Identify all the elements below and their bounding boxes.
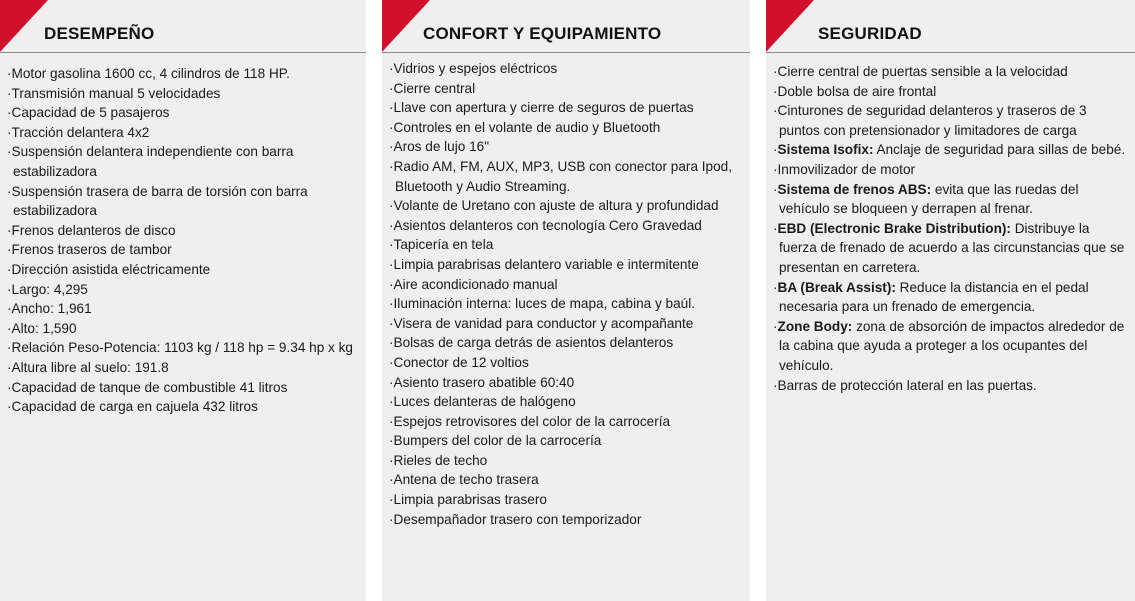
- bullet-dot: ·: [389, 80, 394, 96]
- bullet-dot: ·: [389, 472, 394, 488]
- title-divider: [382, 52, 750, 53]
- spec-item: [7, 338, 362, 358]
- bullet-dot: ·: [7, 66, 12, 81]
- spec-item: [389, 353, 746, 373]
- spec-item-text: Espejos retrovisores del color de la carrocería: [393, 413, 671, 429]
- bullet-dot: ·: [773, 220, 778, 236]
- spec-item-text: Tracción delantera 4x2: [11, 124, 150, 140]
- bullet-dot: ·: [389, 433, 394, 449]
- bullet-dot: ·: [7, 379, 12, 395]
- spec-item: [389, 373, 746, 393]
- bullet-dot: ·: [389, 158, 394, 174]
- spec-item: [7, 319, 362, 339]
- spec-item: [389, 255, 746, 275]
- spec-item: [389, 137, 746, 157]
- bullet-dot: ·: [773, 64, 778, 79]
- bullet-dot: ·: [389, 511, 394, 527]
- spec-item-text: Distribuye la fuerza de frenado de acuerdo a las circunstancias que se presentan en carretera.: [779, 220, 1125, 275]
- spec-item: [389, 314, 746, 334]
- bullet-dot: ·: [389, 139, 394, 155]
- spec-item: [389, 275, 746, 295]
- spec-item-label: Zone Body:: [777, 318, 853, 334]
- spec-item: [389, 294, 746, 314]
- title-divider: [766, 52, 1135, 53]
- spec-item: [389, 59, 746, 79]
- bullet-dot: ·: [389, 119, 394, 135]
- spec-item-text: Suspensión delantera independiente con barra estabilizadora: [11, 144, 294, 179]
- bullet-dot: ·: [389, 492, 394, 508]
- spec-list-desempeno: [7, 64, 362, 417]
- spec-item: [773, 376, 1131, 396]
- spec-item: [389, 216, 746, 236]
- bullet-dot: ·: [7, 105, 12, 121]
- spec-item: [7, 123, 362, 143]
- spec-item-text: Visera de vanidad para conductor y acompañante: [393, 315, 694, 331]
- bullet-dot: ·: [389, 237, 394, 253]
- spec-item: [389, 79, 746, 99]
- bullet-dot: ·: [773, 377, 778, 393]
- panel-seguridad: [766, 0, 1135, 601]
- title-divider: [0, 52, 366, 53]
- spec-item: [7, 84, 362, 104]
- spec-item-text: Aros de lujo 16": [393, 139, 490, 155]
- spec-item-text: Tapicería en tela: [393, 237, 494, 253]
- spec-item-text: Rieles de techo: [393, 452, 488, 468]
- spec-item-text: Anclaje de seguridad para sillas de bebé.: [873, 142, 1126, 158]
- spec-item-text: Frenos traseros de tambor: [11, 242, 172, 258]
- spec-item-text: Desempañador trasero con temporizador: [393, 511, 642, 527]
- spec-item: [389, 431, 746, 451]
- spec-item: [389, 118, 746, 138]
- spec-item-label: BA (Break Assist):: [777, 279, 896, 295]
- spec-item: [7, 103, 362, 123]
- bullet-dot: ·: [389, 276, 394, 292]
- bullet-dot: ·: [773, 318, 778, 334]
- spec-list-confort: [389, 59, 746, 529]
- panel-confort: [382, 0, 750, 601]
- spec-item-text: evita que las ruedas del vehículo se bloqueen y derrapen al frenar.: [779, 181, 1079, 217]
- spec-item-text: Capacidad de carga en cajuela 432 litros: [11, 399, 258, 415]
- spec-item: [773, 101, 1131, 140]
- spec-item: [7, 142, 362, 181]
- spec-item: [7, 64, 362, 84]
- spec-item-text: Relación Peso-Potencia: 1103 kg / 118 hp = 9.34 hp x kg: [11, 340, 353, 356]
- bullet-dot: ·: [7, 222, 12, 238]
- spec-item: [389, 392, 746, 412]
- spec-item-text: Conector de 12 voltios: [393, 354, 529, 370]
- bullet-dot: ·: [389, 335, 394, 351]
- bullet-dot: ·: [389, 100, 394, 116]
- red-corner-accent: [766, 0, 814, 52]
- bullet-dot: ·: [7, 320, 12, 336]
- spec-item: [773, 219, 1131, 278]
- spec-list-seguridad: [773, 62, 1131, 395]
- spec-item-text: Asientos delanteros con tecnología Cero Gravedad: [393, 217, 702, 233]
- spec-item-text: Transmisión manual 5 velocidades: [11, 85, 221, 101]
- spec-item-text: Bumpers del color de la carrocería: [393, 433, 602, 449]
- bullet-dot: ·: [389, 394, 394, 410]
- spec-item: [389, 196, 746, 216]
- spec-item-text: Radio AM, FM, AUX, MP3, USB con conector para Ipod, Bluetooth y Audio Streaming.: [393, 158, 733, 194]
- spec-item-text: Aire acondicionado manual: [393, 276, 558, 292]
- spec-item-text: Controles en el volante de audio y Bluetooth: [393, 119, 661, 135]
- bullet-dot: ·: [389, 198, 394, 214]
- spec-item-text: Suspensión trasera de barra de torsión con barra estabilizadora: [11, 183, 308, 219]
- spec-item-text: Bolsas de carga detrás de asientos delanteros: [393, 335, 674, 351]
- spec-item: [7, 240, 362, 260]
- spec-item: [389, 490, 746, 510]
- bullet-dot: ·: [7, 281, 12, 297]
- spec-item: [389, 510, 746, 530]
- spec-item-text: Capacidad de 5 pasajeros: [11, 105, 170, 121]
- spec-item-text: Llave con apertura y cierre de seguros de puertas: [393, 100, 694, 116]
- spec-item: [773, 140, 1131, 160]
- bullet-dot: ·: [773, 83, 778, 99]
- bullet-dot: ·: [7, 301, 12, 317]
- bullet-dot: ·: [773, 181, 778, 197]
- spec-item-text: Limpia parabrisas delantero variable e intermitente: [393, 256, 699, 272]
- bullet-dot: ·: [7, 359, 12, 375]
- spec-item-text: Altura libre al suelo: 191.8: [11, 359, 169, 375]
- bullet-dot: ·: [389, 296, 394, 312]
- section-title-desempeno: DESEMPEÑO: [44, 24, 155, 43]
- spec-item: [773, 278, 1131, 317]
- spec-item-text: Motor gasolina 1600 cc, 4 cilindros de 118 HP.: [11, 66, 290, 81]
- spec-item: [773, 180, 1131, 219]
- spec-item-text: Ancho: 1,961: [11, 301, 92, 317]
- spec-item: [389, 470, 746, 490]
- spec-item-text: Barras de protección lateral en las puertas.: [777, 377, 1037, 393]
- spec-item: [7, 358, 362, 378]
- spec-item: [7, 397, 362, 417]
- bullet-dot: ·: [773, 142, 778, 158]
- spec-item-label: Sistema Isofix:: [777, 142, 874, 158]
- red-corner-accent: [0, 0, 48, 52]
- spec-item: [7, 182, 362, 221]
- spec-item-label: Sistema de frenos ABS:: [777, 181, 932, 197]
- spec-item-text: Largo: 4,295: [11, 281, 88, 297]
- spec-item-text: Volante de Uretano con ajuste de altura y profundidad: [393, 198, 719, 214]
- spec-item-label: EBD (Electronic Brake Distribution):: [777, 220, 1011, 236]
- spec-item-text: Frenos delanteros de disco: [11, 222, 176, 238]
- spec-item: [7, 299, 362, 319]
- spec-item-text: Luces delanteras de halógeno: [393, 394, 576, 410]
- spec-item: [389, 98, 746, 118]
- bullet-dot: ·: [7, 124, 12, 140]
- section-title-confort: CONFORT Y EQUIPAMIENTO: [423, 24, 662, 43]
- bullet-dot: ·: [389, 256, 394, 272]
- bullet-dot: ·: [773, 161, 778, 177]
- bullet-dot: ·: [389, 61, 394, 76]
- bullet-dot: ·: [773, 103, 778, 119]
- bullet-dot: ·: [7, 242, 12, 258]
- spec-item: [773, 160, 1131, 180]
- spec-item: [773, 82, 1131, 102]
- bullet-dot: ·: [389, 374, 394, 390]
- spec-item: [7, 221, 362, 241]
- spec-item: [389, 451, 746, 471]
- panel-desempeno: [0, 0, 366, 601]
- spec-item: [7, 378, 362, 398]
- bullet-dot: ·: [7, 399, 12, 415]
- spec-item: [773, 62, 1131, 82]
- spec-item-text: Inmovilizador de motor: [777, 161, 916, 177]
- spec-item-text: Vidrios y espejos eléctricos: [393, 61, 558, 76]
- bullet-dot: ·: [389, 354, 394, 370]
- bullet-dot: ·: [389, 413, 394, 429]
- bullet-dot: ·: [7, 261, 12, 277]
- bullet-dot: ·: [7, 144, 12, 160]
- spec-item-text: Doble bolsa de aire frontal: [777, 83, 937, 99]
- spec-item-text: Reduce la distancia en el pedal necesaria para un frenado de emergencia.: [779, 279, 1089, 315]
- spec-item-text: Dirección asistida eléctricamente: [11, 261, 211, 277]
- spec-item: [7, 280, 362, 300]
- spec-item-text: zona de absorción de impactos alrededor de la cabina que ayuda a proteger a los ocupantes del vehículo.: [779, 318, 1125, 373]
- bullet-dot: ·: [773, 279, 778, 295]
- spec-item-text: Limpia parabrisas trasero: [393, 492, 547, 508]
- spec-item: [389, 412, 746, 432]
- bullet-dot: ·: [7, 85, 12, 101]
- spec-item: [389, 333, 746, 353]
- bullet-dot: ·: [7, 183, 12, 199]
- spec-item: [773, 317, 1131, 376]
- spec-item-text: Capacidad de tanque de combustible 41 litros: [11, 379, 288, 395]
- spec-item-text: Antena de techo trasera: [393, 472, 539, 488]
- bullet-dot: ·: [389, 315, 394, 331]
- spec-item: [7, 260, 362, 280]
- bullet-dot: ·: [389, 452, 394, 468]
- spec-item-text: Cierre central: [393, 80, 476, 96]
- spec-item-text: Cinturones de seguridad delanteros y traseros de 3 puntos con pretensionador y limitadores de carga: [777, 103, 1087, 138]
- spec-item-text: Asiento trasero abatible 60:40: [393, 374, 575, 390]
- bullet-dot: ·: [7, 340, 12, 356]
- bullet-dot: ·: [389, 217, 394, 233]
- spec-item: [389, 157, 746, 196]
- spec-item-text: Cierre central de puertas sensible a la velocidad: [777, 64, 1068, 79]
- spec-item: [389, 235, 746, 255]
- spec-item-text: Iluminación interna: luces de mapa, cabina y baúl.: [393, 296, 696, 312]
- spec-item-text: Alto: 1,590: [11, 320, 77, 336]
- section-title-seguridad: SEGURIDAD: [818, 24, 922, 43]
